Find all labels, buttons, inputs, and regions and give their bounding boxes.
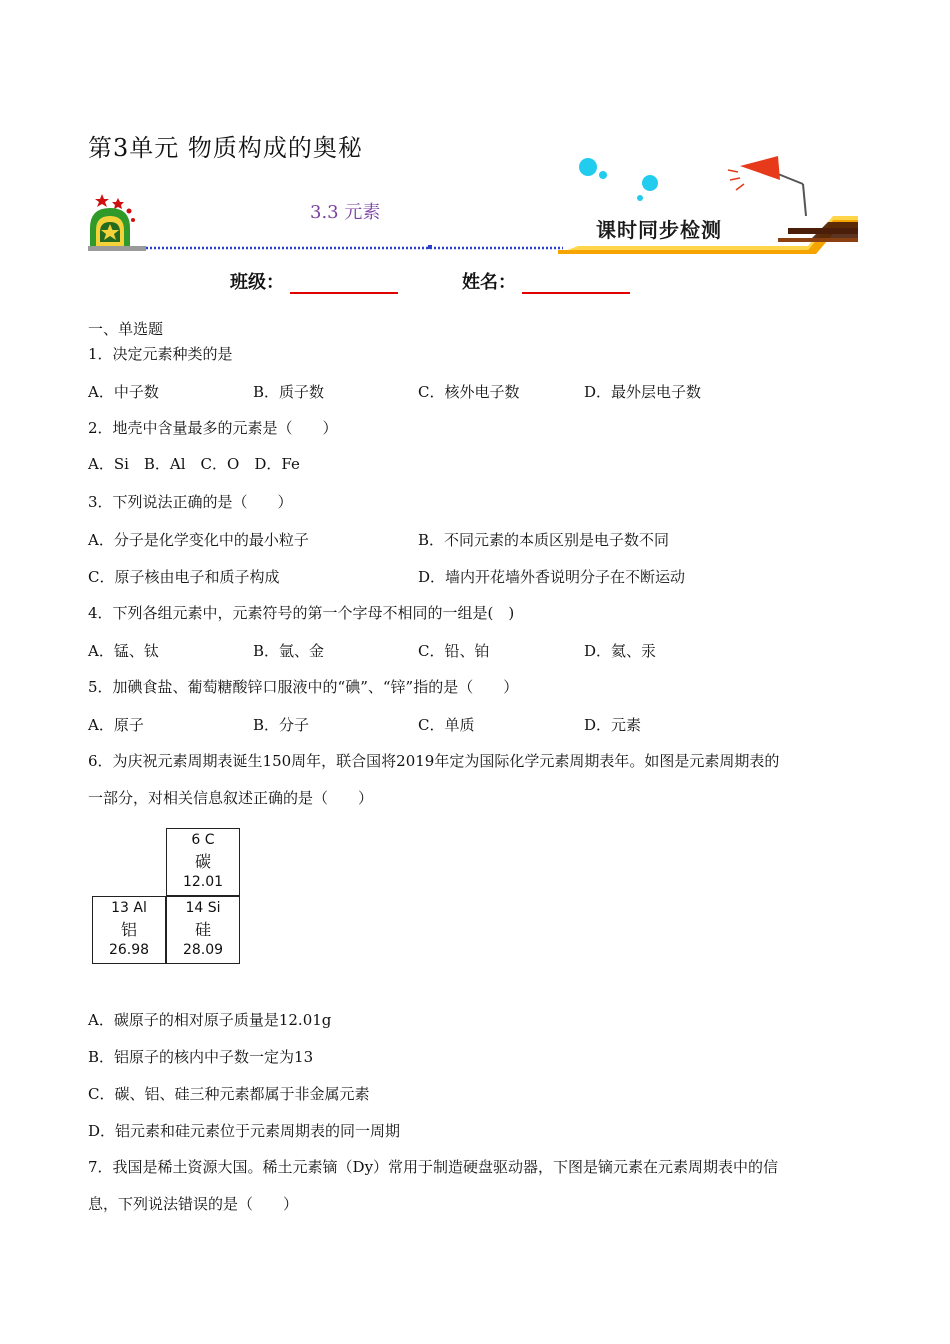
element-mass: 12.01 <box>182 874 224 890</box>
part-heading: 一、单选题 <box>88 320 164 338</box>
option[interactable]: B．铝原子的核内中子数一定为13 <box>88 1048 314 1066</box>
element-header: 14 Si <box>185 900 221 916</box>
option[interactable]: A．分子是化学变化中的最小粒子 <box>88 531 309 549</box>
option[interactable]: B．质子数 <box>253 383 325 401</box>
option[interactable]: A．原子 <box>88 716 144 734</box>
option[interactable]: D．氦、汞 <box>584 642 657 660</box>
option[interactable]: A．中子数 <box>88 383 159 401</box>
question-stem: 5．加碘食盐、葡萄糖酸锌口服液中的“碘”、“锌”指的是（ ） <box>88 678 519 696</box>
question-stem: 1．决定元素种类的是 <box>88 345 233 363</box>
option[interactable]: D．元素 <box>584 716 642 734</box>
option-line[interactable]: A．Si B．Al C．O D．Fe <box>88 455 300 473</box>
question-stem: 4．下列各组元素中，元素符号的第一个字母不相同的一组是( ) <box>88 604 515 622</box>
question-stem: 3．下列说法正确的是（ ） <box>88 493 293 511</box>
element-cell-carbon <box>166 828 240 896</box>
element-header: 13 Al <box>111 900 147 916</box>
badge-icon <box>88 208 146 251</box>
question-stem: 2．地壳中含量最多的元素是（ ） <box>88 419 338 437</box>
bubble-icons <box>579 158 658 201</box>
name-label: 姓名： <box>462 272 516 293</box>
page-title: 第3单元 物质构成的奥秘 <box>88 134 363 162</box>
option[interactable]: C．铅、铂 <box>418 642 490 660</box>
element-name: 碳 <box>194 852 211 871</box>
option[interactable]: C．碳、铝、硅三种元素都属于非金属元素 <box>88 1085 370 1103</box>
option[interactable]: D．铝元素和硅元素位于元素周期表的同一周期 <box>88 1122 401 1140</box>
name-field <box>462 268 630 294</box>
option[interactable]: B．不同元素的本质区别是电子数不同 <box>418 531 670 549</box>
class-blank[interactable] <box>290 274 398 294</box>
option[interactable]: B．氩、金 <box>253 642 325 660</box>
lamp-icon <box>728 156 806 216</box>
element-mass: 26.98 <box>108 942 150 958</box>
question-stem: 6．为庆祝元素周期表诞生150周年，联合国将2019年定为国际化学元素周期表年。如图是元素周期表的 <box>88 752 780 770</box>
element-cell-silicon <box>166 896 240 964</box>
option[interactable]: C．核外电子数 <box>418 383 520 401</box>
element-mass: 28.09 <box>182 942 224 958</box>
element-name: 硅 <box>194 920 211 939</box>
question-stem-continued: 息，下列说法错误的是（ ） <box>88 1195 299 1213</box>
class-field <box>230 268 398 294</box>
question-stem: 7．我国是稀土资源大国。稀土元素镝（Dy）常用于制造硬盘驱动器，下图是镝元素在元素周期表中的信 <box>88 1158 779 1176</box>
section-title: 3.3 元素 <box>310 202 381 223</box>
option[interactable]: B．分子 <box>253 716 310 734</box>
option[interactable]: C．单质 <box>418 716 475 734</box>
option[interactable]: D．墙内开花墙外香说明分子在不断运动 <box>418 568 686 586</box>
element-header: 6 C <box>191 832 215 848</box>
header-banner <box>88 150 858 260</box>
class-label: 班级： <box>230 272 284 293</box>
option[interactable]: C．原子核由电子和质子构成 <box>88 568 280 586</box>
question-stem-continued: 一部分，对相关信息叙述正确的是（ ） <box>88 789 374 807</box>
element-name: 铝 <box>120 920 137 939</box>
name-blank[interactable] <box>522 274 630 294</box>
element-cell-aluminum <box>92 896 166 964</box>
option[interactable]: A．碳原子的相对原子质量是12.01g <box>88 1011 332 1029</box>
banner-label: 课时同步检测 <box>596 218 722 242</box>
option[interactable]: D．最外层电子数 <box>584 383 702 401</box>
option[interactable]: A．锰、钛 <box>88 642 159 660</box>
